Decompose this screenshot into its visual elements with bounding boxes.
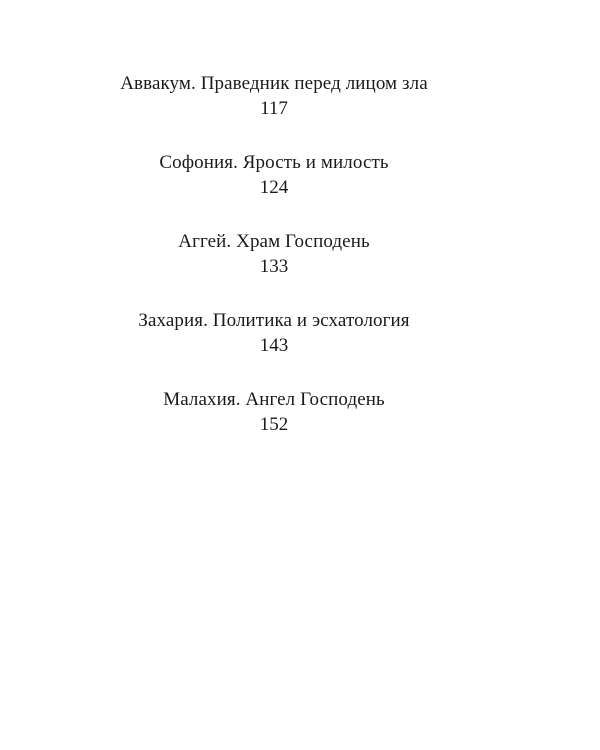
toc-entry-haggai [0, 230, 548, 279]
toc-entry-malachi [0, 388, 548, 437]
toc-entry-zephaniah [0, 151, 548, 200]
toc-entry-habakkuk [0, 72, 548, 121]
toc-entry-title: Аввакум. Праведник перед лицом зла [120, 73, 428, 94]
table-of-contents [0, 72, 548, 467]
toc-entry-title: Захария. Политика и эсхатология [138, 310, 410, 331]
toc-entry-page-number: 152 [259, 414, 289, 435]
toc-entry-page-number: 133 [259, 256, 289, 277]
toc-entry-title: Малахия. Ангел Господень [163, 389, 385, 410]
toc-entry-page-number: 143 [259, 335, 289, 356]
toc-entry-title: Аггей. Храм Господень [178, 231, 370, 252]
toc-entry-page-number: 124 [259, 177, 289, 198]
toc-entry-page-number: 117 [260, 98, 288, 119]
toc-entry-title: Софония. Ярость и милость [159, 152, 389, 173]
toc-entry-zechariah [0, 309, 548, 358]
